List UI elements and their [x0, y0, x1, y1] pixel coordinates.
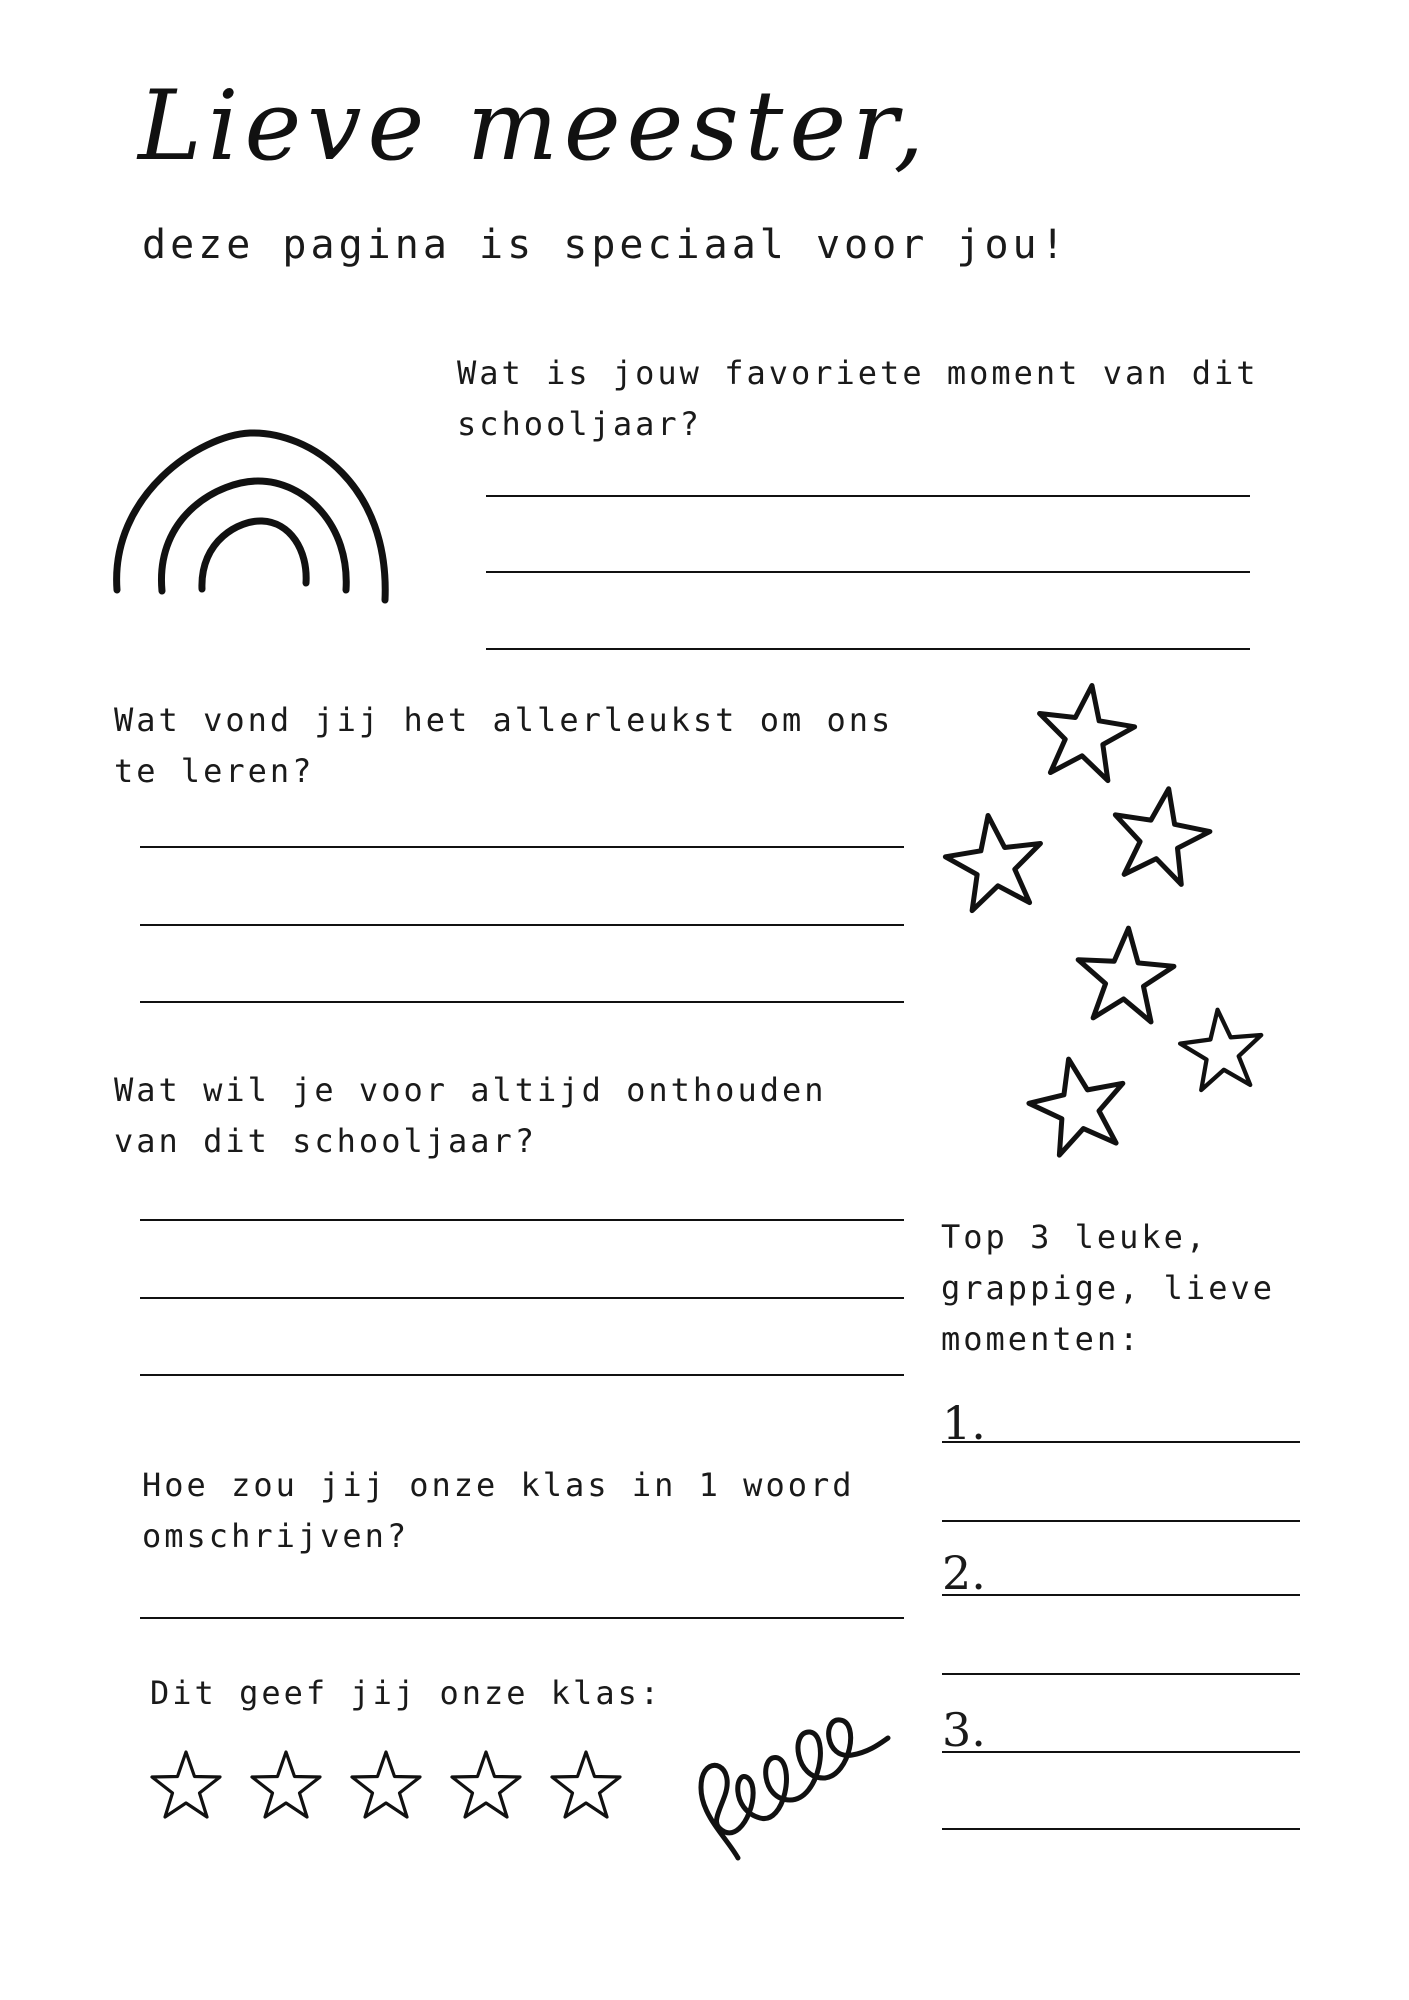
- star-cluster-icon: [935, 670, 1275, 1180]
- answer-line[interactable]: [140, 1297, 904, 1299]
- question-one-word: [142, 1460, 855, 1562]
- answer-line[interactable]: [140, 846, 904, 848]
- rating-star-icon[interactable]: [552, 1752, 620, 1817]
- answer-line[interactable]: [140, 1374, 904, 1376]
- top3-number-2: 2.: [942, 1546, 986, 1600]
- heading-line: momenten:: [941, 1320, 1142, 1358]
- top3-heading: [941, 1212, 1275, 1365]
- answer-line[interactable]: [942, 1751, 1300, 1753]
- swirl-icon: [690, 1660, 890, 1860]
- rating-star-icon[interactable]: [152, 1752, 220, 1817]
- answer-line[interactable]: [140, 924, 904, 926]
- top3-number-1: 1.: [942, 1396, 986, 1450]
- rating-star-icon[interactable]: [252, 1752, 320, 1817]
- answer-line[interactable]: [140, 1001, 904, 1003]
- answer-line[interactable]: [942, 1828, 1300, 1830]
- heading-line: Top 3 leuke,: [941, 1218, 1209, 1256]
- answer-line[interactable]: [486, 648, 1250, 650]
- answer-line[interactable]: [486, 571, 1250, 573]
- question-most-fun: [114, 695, 893, 797]
- question-line: schooljaar?: [457, 405, 702, 443]
- question-line: Wat vond jij het allerleukst om ons: [114, 701, 894, 739]
- answer-line[interactable]: [140, 1617, 904, 1619]
- answer-line[interactable]: [486, 495, 1250, 497]
- question-remember: [114, 1065, 827, 1167]
- page-title: Lieve meester,: [138, 70, 930, 182]
- answer-line[interactable]: [942, 1673, 1300, 1675]
- page-subtitle: deze pagina is speciaal voor jou!: [142, 222, 1069, 268]
- question-line: Hoe zou jij onze klas in 1 woord: [142, 1466, 855, 1504]
- question-line: te leren?: [114, 752, 315, 790]
- rating-label: Dit geef jij onze klas:: [150, 1674, 663, 1712]
- question-line: Wat wil je voor altijd onthouden: [114, 1071, 827, 1109]
- heading-line: grappige, lieve: [941, 1269, 1275, 1307]
- answer-line[interactable]: [942, 1441, 1300, 1443]
- question-favorite-moment: [457, 348, 1259, 450]
- top3-number-3: 3.: [942, 1703, 986, 1757]
- answer-line[interactable]: [140, 1219, 904, 1221]
- answer-line[interactable]: [942, 1594, 1300, 1596]
- rating-star-icon[interactable]: [452, 1752, 520, 1817]
- question-line: Wat is jouw favoriete moment van dit: [457, 354, 1259, 392]
- rating-stars[interactable]: [148, 1748, 628, 1828]
- question-line: van dit schooljaar?: [114, 1122, 538, 1160]
- rainbow-icon: [110, 425, 400, 615]
- rating-star-icon[interactable]: [352, 1752, 420, 1817]
- answer-line[interactable]: [942, 1520, 1300, 1522]
- question-line: omschrijven?: [142, 1517, 410, 1555]
